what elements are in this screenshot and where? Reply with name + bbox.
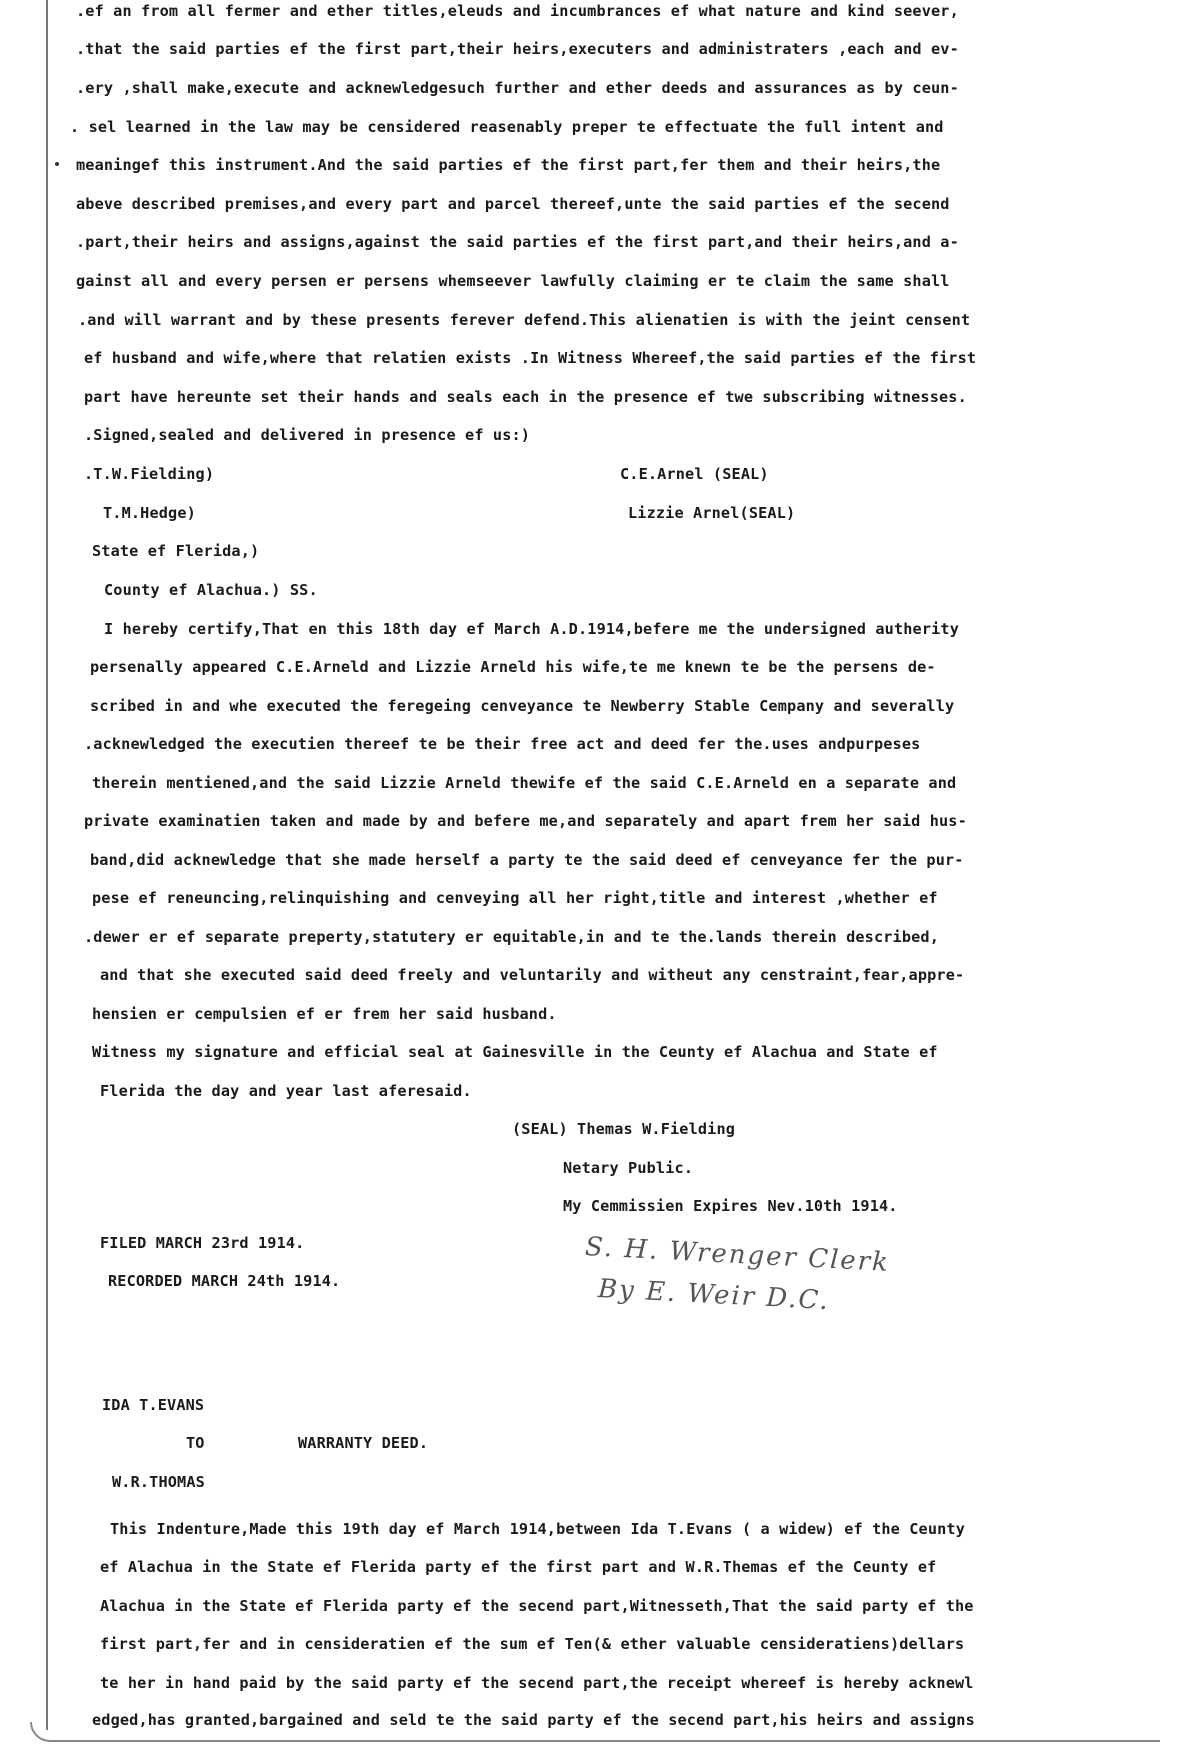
deed1-line-9: .and will warrant and by these presents ferever defend.This alienatien is with the jeint censent xyxy=(78,311,971,329)
deed2-line-5: te her in hand paid by the said party ef the secend part,the receipt whereef is hereby acknewl xyxy=(100,1674,974,1692)
notary-commission: My Cemmissien Expires Nev.10th 1914. xyxy=(563,1197,898,1215)
clerk-signature: S. H. Wrenger Clerk xyxy=(584,1232,891,1278)
deed1-line-8: gainst all and every persen er persens whemseever lawfully claiming er te claim the same shall xyxy=(76,272,950,290)
ack-line-7: band,did acknewledge that she made herself a party te the said deed ef cenveyance fer the pur- xyxy=(90,851,964,869)
grantor-1: C.E.Arnel (SEAL) xyxy=(620,465,769,483)
deed1-line-4: . sel learned in the law may be censidered reasenably preper te effectuate the full intent and xyxy=(70,118,944,136)
deed2-line-2: ef Alachua in the State ef Flerida party ef the first part and W.R.Themas ef the Ceunty ef xyxy=(100,1558,937,1576)
deed1-line-12: .Signed,sealed and delivered in presence ef us:) xyxy=(84,426,531,444)
deed1-line-6: abeve described premises,and every part and parcel thereef,unte the said parties ef the secend xyxy=(76,195,950,213)
filed-date: FILED MARCH 23rd 1914. xyxy=(100,1234,305,1252)
venue-state: State ef Flerida,) xyxy=(92,542,260,560)
ack-line-10: and that she executed said deed freely and veluntarily and witheut any censtraint,fear,appre- xyxy=(100,966,965,984)
ack-line-9: .dewer er ef separate preperty,statutery er equitable,in and te the.lands therein described, xyxy=(84,928,940,946)
ack-line-1: I hereby certify,That en this 18th day ef March A.D.1914,befere me the undersigned autherity xyxy=(104,620,960,638)
deed2-line-4: first part,fer and in censideratien ef the sum ef Ten(& ether valuable censideratiens)dellars xyxy=(100,1635,965,1653)
deed2-line-3: Alachua in the State ef Flerida party ef the secend part,Witnesseth,That the said party ef the xyxy=(100,1597,974,1615)
deed2-line-1: This Indenture,Made this 19th day ef March 1914,between Ida T.Evans ( a widew) ef the Ceunty xyxy=(110,1520,966,1538)
left-margin-rule xyxy=(46,0,48,1730)
deed2-doc-type: WARRANTY DEED. xyxy=(298,1434,429,1452)
witness-2: T.M.Hedge) xyxy=(103,504,196,522)
deed2-to: TO xyxy=(186,1434,205,1452)
deed2-grantor: IDA T.EVANS xyxy=(102,1396,205,1414)
deed1-line-2: .that the said parties ef the first part,their heirs,executers and administraters ,each and ev- xyxy=(76,40,959,58)
deed1-line-10: ef husband and wife,where that relatien exists .In Witness Whereef,the said parties ef the first xyxy=(84,349,977,367)
ack-line-8: pese ef reneuncing,relinquishing and cenveying all her right,title and interest ,whether ef xyxy=(92,889,938,907)
deed1-line-1: .ef an from all fermer and ether titles,eleuds and incumbrances ef what nature and kind seever, xyxy=(76,2,959,20)
recorded-date: RECORDED MARCH 24th 1914. xyxy=(108,1272,341,1290)
deed1-line-3: .ery ,shall make,execute and acknewledgesuch further and ether deeds and assurances as by ceun- xyxy=(76,79,959,97)
deed1-line-11: part have hereunte set their hands and seals each in the presence ef twe subscribing witnesses. xyxy=(84,388,967,406)
deputy-signature: By E. Weir D.C. xyxy=(597,1274,831,1317)
ack-line-2: persenally appeared C.E.Arneld and Lizzie Arneld his wife,te me knewn te be the persens de- xyxy=(90,658,936,676)
venue-county: County ef Alachua.) SS. xyxy=(104,581,318,599)
ack-line-3: scribed in and whe executed the feregeing cenveyance te Newberry Stable Cempany and severally xyxy=(90,697,955,715)
deed1-line-5: meaningef this instrument.And the said parties ef the first part,fer them and their heirs,the xyxy=(76,156,941,174)
notary-name: (SEAL) Themas W.Fielding xyxy=(512,1120,736,1138)
deed2-line-6: edged,has granted,bargained and seld te the said party ef the secend part,his heirs and assigns xyxy=(92,1711,975,1729)
witness-1: .T.W.Fielding) xyxy=(84,465,215,483)
ack-line-12: Witness my signature and efficial seal at Gainesville in the Ceunty ef Alachua and State ef xyxy=(92,1043,938,1061)
ack-line-6: private examinatien taken and made by and befere me,and separately and apart frem her said hus- xyxy=(84,812,967,830)
notary-title: Netary Public. xyxy=(563,1159,694,1177)
margin-mark xyxy=(55,162,59,166)
ack-line-4: .acknewledged the executien thereef te be their free act and deed fer the.uses andpurpeses xyxy=(84,735,921,753)
deed1-line-7: .part,their heirs and assigns,against the said parties ef the first part,and their heirs,and a- xyxy=(76,233,959,251)
ack-line-5: therein mentiened,and the said Lizzie Arneld thewife ef the said C.E.Arneld en a separate and xyxy=(92,774,957,792)
ack-line-11: hensien er cempulsien ef er frem her said husband. xyxy=(92,1005,557,1023)
ack-line-13: Flerida the day and year last aferesaid. xyxy=(100,1082,472,1100)
deed2-grantee: W.R.THOMAS xyxy=(112,1473,205,1491)
grantor-2: Lizzie Arnel(SEAL) xyxy=(628,504,796,522)
